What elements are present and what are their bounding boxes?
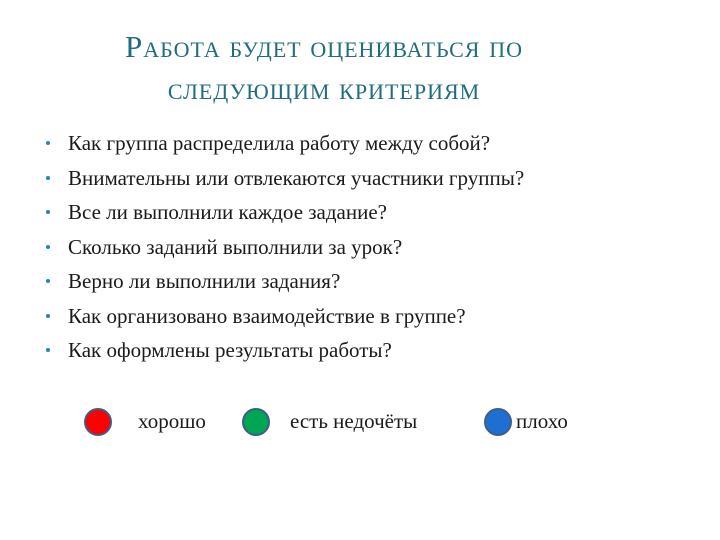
- criteria-item: [44, 126, 684, 161]
- criteria-item: [44, 230, 684, 265]
- criteria-text: Верно ли выполнили задания?: [68, 269, 341, 293]
- legend-label-flaws: есть недочёты: [290, 409, 418, 433]
- rating-legend: [0, 400, 720, 444]
- criteria-text: Все ли выполнили каждое задание?: [68, 200, 387, 224]
- legend-label-bad: плохо: [516, 409, 568, 433]
- criteria-text: Как оформлены результаты работы?: [68, 338, 392, 362]
- title-line-1: Работа будет оцениваться по: [125, 29, 523, 64]
- criteria-item: [44, 161, 684, 196]
- criteria-text: Сколько заданий выполнили за урок?: [68, 234, 403, 259]
- criteria-text: Как организовано взаимодействие в группе?: [68, 303, 466, 328]
- bullet-icon: [46, 348, 50, 352]
- slide-title: [0, 26, 648, 110]
- bullet-icon: [46, 210, 50, 214]
- bullet-icon: [46, 245, 50, 249]
- criteria-text: Как группа распределила работу между собой?: [68, 131, 491, 155]
- criteria-item: [44, 264, 684, 299]
- legend-label-good: хорошо: [138, 409, 206, 433]
- criteria-item: [44, 195, 684, 230]
- criteria-text: Внимательны или отвлекаются участники группы?: [68, 165, 525, 190]
- bullet-icon: [46, 314, 50, 318]
- blue-circle-icon: [484, 408, 512, 436]
- red-circle-icon: [84, 408, 112, 436]
- bullet-icon: [46, 141, 50, 145]
- criteria-item: [44, 299, 684, 334]
- green-circle-icon: [242, 408, 270, 436]
- bullet-icon: [46, 279, 50, 283]
- bullet-icon: [46, 176, 50, 180]
- criteria-list: [44, 126, 684, 368]
- criteria-item: [44, 333, 684, 368]
- title-line-2: следующим критериям: [167, 71, 481, 106]
